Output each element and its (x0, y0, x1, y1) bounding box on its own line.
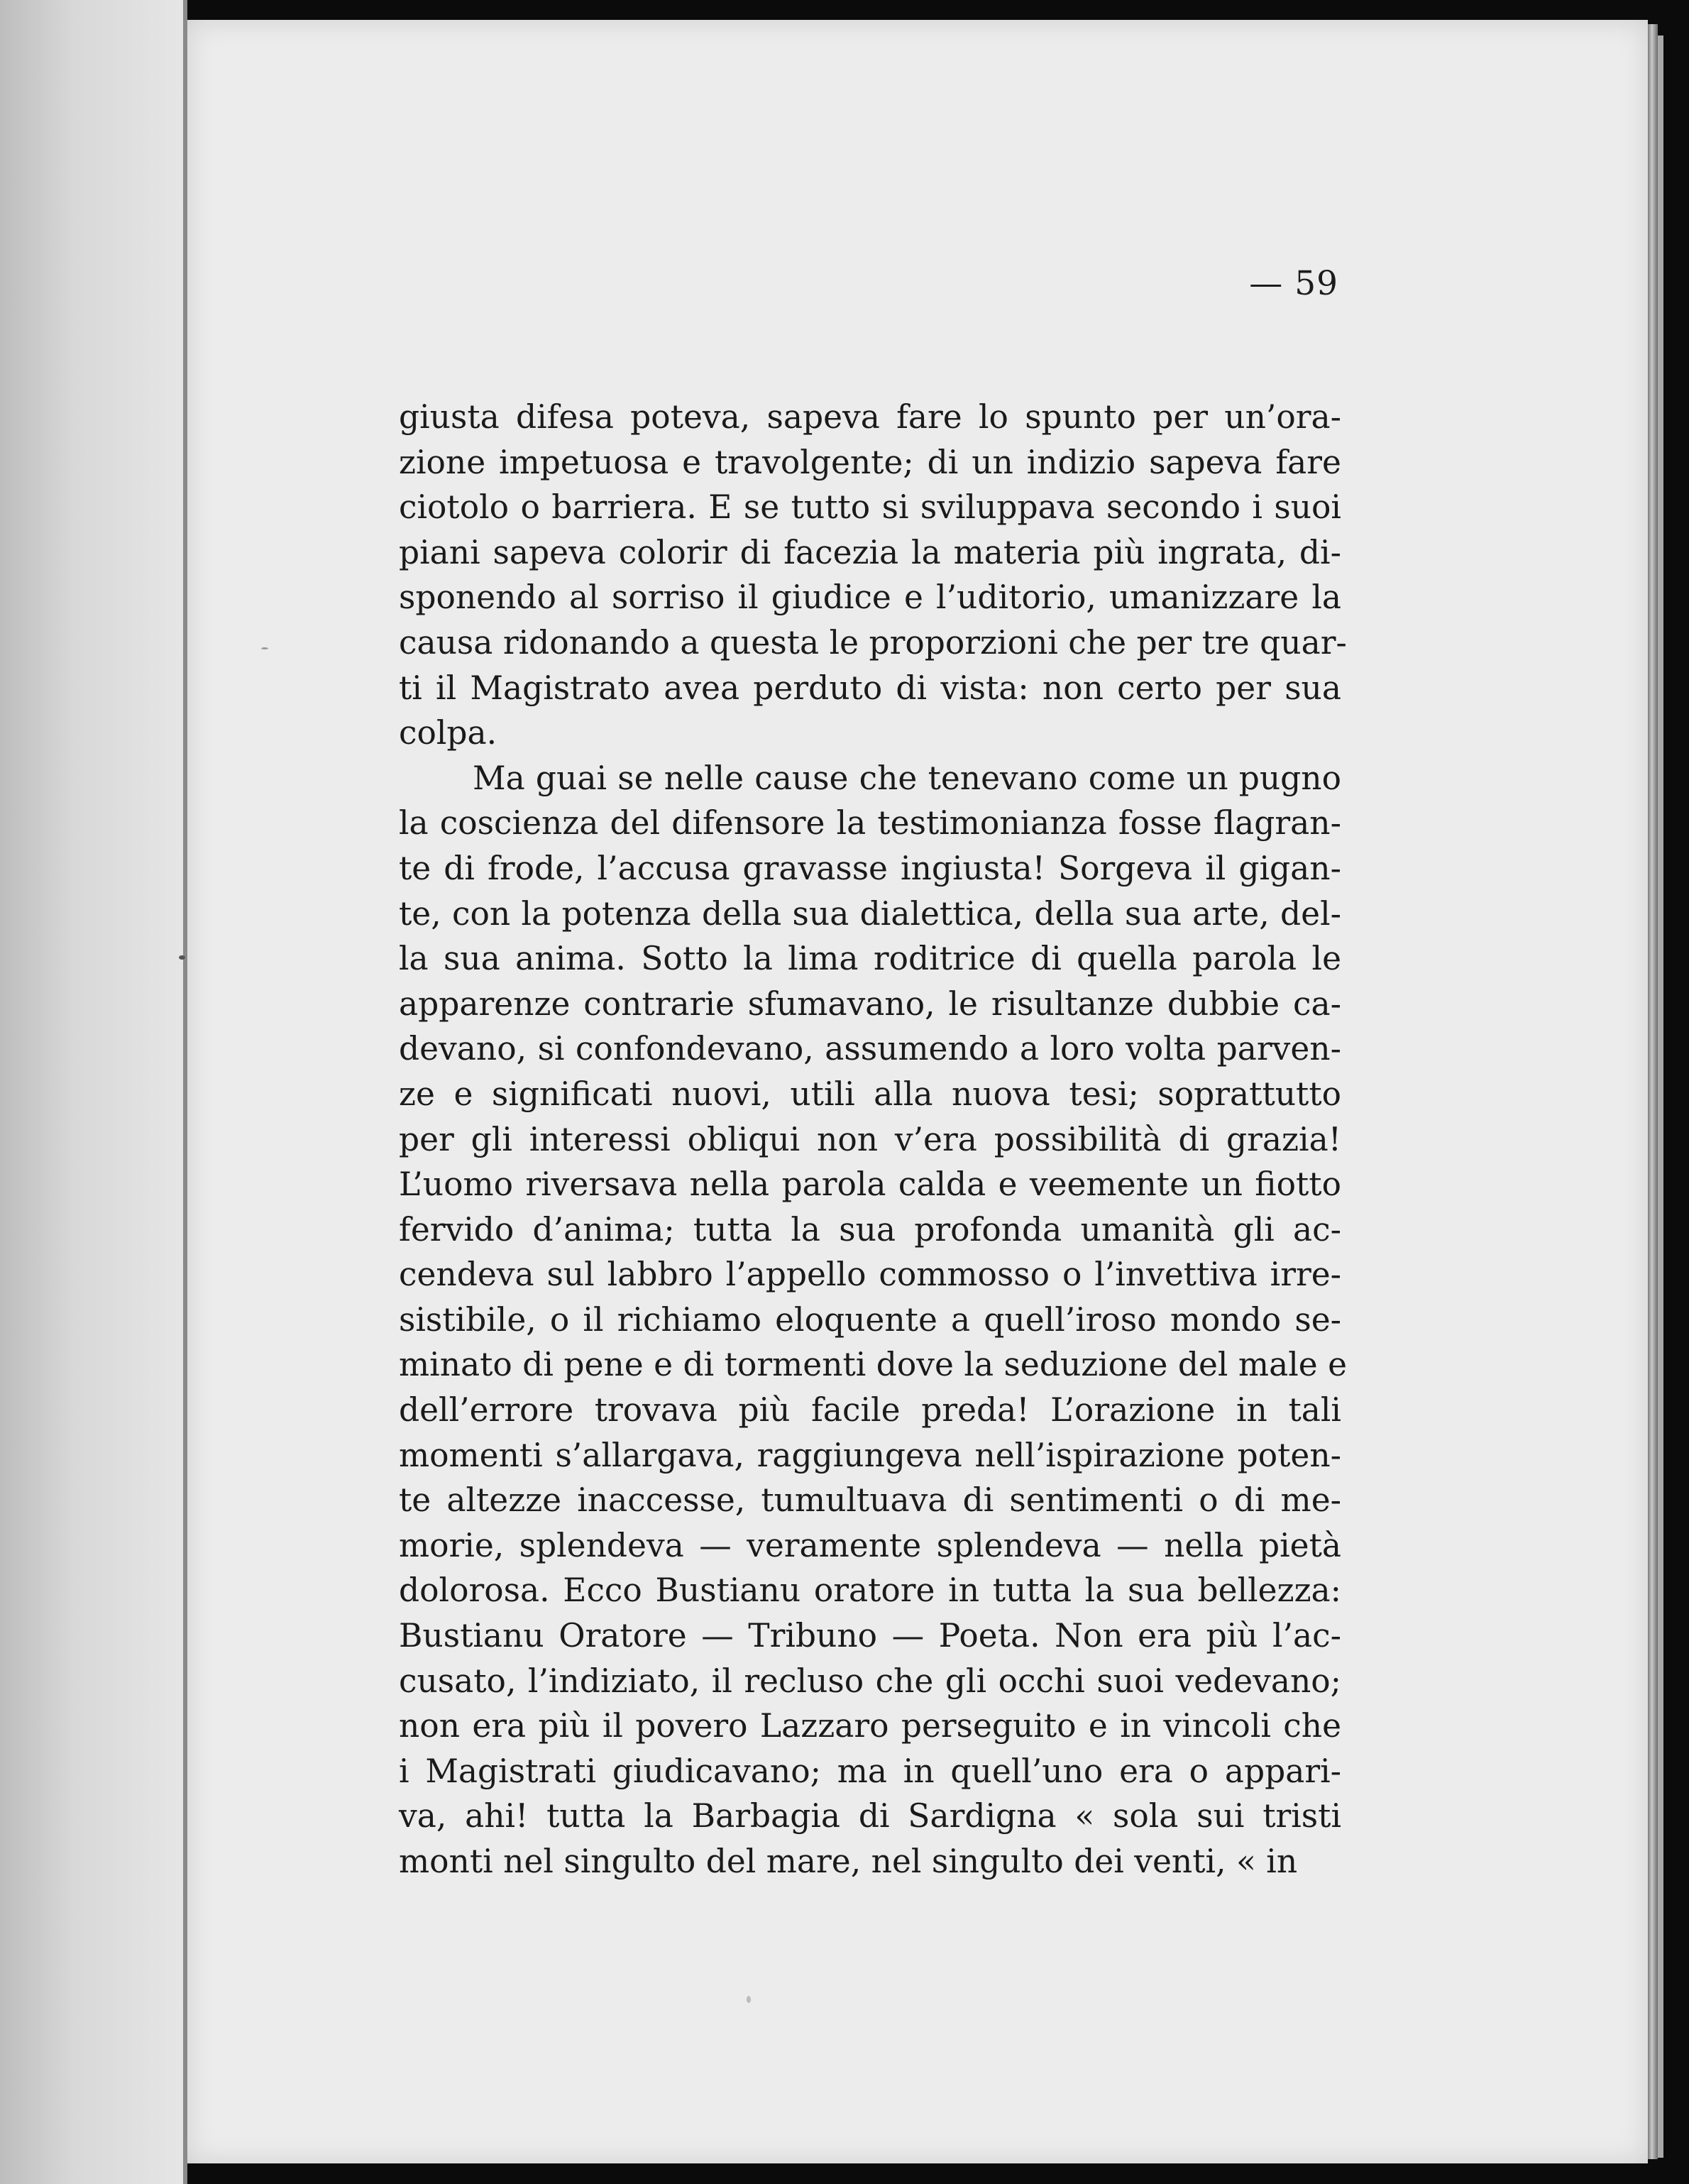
text-line: te altezze inaccesse, tumultuava di sentimenti o di me- (399, 1481, 1341, 1520)
text-line: morie, splendeva — veramente splendeva — nella pietà (399, 1526, 1341, 1564)
text-line: apparenze contrarie sfumavano, le risultanze dubbie ca- (399, 984, 1341, 1023)
page-edge-right (1648, 24, 1658, 2159)
page-number: — 59 (1249, 264, 1338, 303)
text-line: L’uomo riversava nella parola calda e veemente un fiotto (399, 1165, 1341, 1204)
text-line: cendeva sul labbro l’appello commosso o l’invettiva irre- (399, 1256, 1341, 1294)
text-line: minato di pene e di tormenti dove la seduzione del male e (399, 1346, 1348, 1384)
text-line: ze e significati nuovi, utili alla nuova tesi; soprattutto (399, 1075, 1341, 1113)
text-line: cusato, l’indiziato, il recluso che gli occhi suoi vedevano; (399, 1662, 1341, 1700)
text-line: causa ridonando a questa le proporzioni che per tre quar- (399, 623, 1347, 662)
text-line: sponendo al sorriso il giudice e l’uditorio, umanizzare la (399, 578, 1341, 617)
text-line: sistibile, o il richiamo eloquente a quell’iroso mondo se- (399, 1300, 1341, 1339)
text-line: giusta difesa poteva, sapeva fare lo spunto per un’ora- (399, 398, 1341, 436)
text-line: dolorosa. Ecco Bustianu oratore in tutta la sua bellezza: (399, 1571, 1341, 1610)
text-line: devano, si confondevano, assumendo a loro volta parven- (399, 1030, 1341, 1068)
text-line: la sua anima. Sotto la lima roditrice di quella parola le (399, 940, 1341, 978)
text-line: dell’errore trovava più facile preda! L’orazione in tali (399, 1391, 1341, 1430)
text-line: fervido d’anima; tutta la sua profonda umanità gli ac- (399, 1210, 1341, 1249)
text-line: Bustianu Oratore — Tribuno — Poeta. Non era più l’ac- (399, 1617, 1341, 1655)
text-line: zione impetuosa e travolgente; di un indizio sapeva fare (399, 443, 1341, 481)
text-line: Ma guai se nelle cause che tenevano come un pugno (473, 759, 1341, 797)
paper-speck (261, 647, 268, 649)
page-edge-stack (1658, 35, 1663, 2158)
paper-speck (747, 1996, 751, 2003)
body-text (399, 395, 1348, 1884)
text-line: non era più il povero Lazzaro perseguito e in vincoli che (399, 1707, 1341, 1745)
text-line: ciotolo o barriera. E se tutto si sviluppava secondo i suoi (399, 488, 1341, 527)
text-line: momenti s’allargava, raggiungeva nell’ispirazione poten- (399, 1436, 1341, 1474)
text-line: colpa. (399, 714, 497, 752)
paper-speck (179, 955, 185, 960)
text-line: la coscienza del difensore la testimonianza fosse flagran- (399, 804, 1341, 843)
text-line: te di frode, l’accusa gravasse ingiusta! Sorgeva il gigan- (399, 849, 1341, 887)
text-line: per gli interessi obliqui non v’era possibilità di grazia! (399, 1120, 1341, 1158)
facing-page-edge (0, 0, 186, 2184)
paragraph (399, 395, 1347, 756)
text-line: te, con la potenza della sua dialettica, della sua arte, del- (399, 894, 1341, 933)
text-line: monti nel singulto del mare, nel singulto dei venti, « in (399, 1843, 1298, 1880)
text-line: ti il Magistrato avea perduto di vista: non certo per sua (399, 669, 1341, 707)
text-line: va, ahi! tutta la Barbagia di Sardigna « sola sui tristi (399, 1797, 1341, 1835)
text-line: piani sapeva colorir di facezia la materia più ingrata, di- (399, 533, 1341, 571)
text-line: i Magistrati giudicavano; ma in quell’uno era o appari- (399, 1752, 1341, 1790)
paragraph (399, 756, 1348, 1884)
